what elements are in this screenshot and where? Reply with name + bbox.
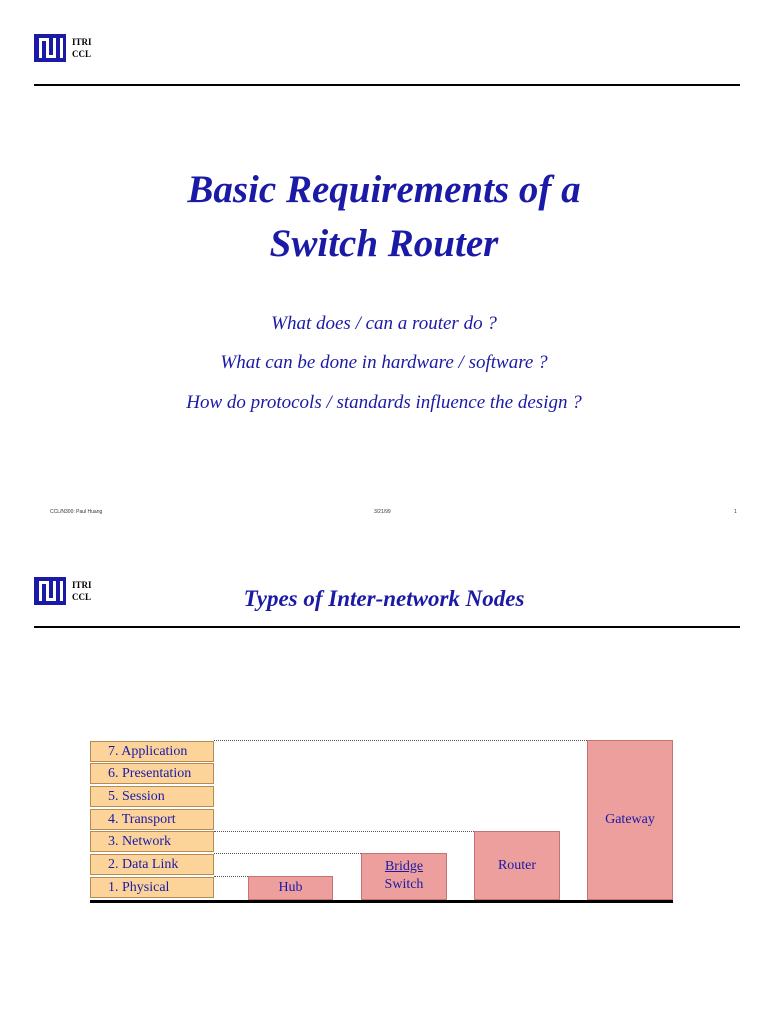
header-rule <box>34 626 740 628</box>
layer-network: 3. Network <box>90 831 214 852</box>
bridge-switch-node <box>361 853 447 900</box>
dotted-line-application <box>214 740 587 741</box>
layer-data-link: 2. Data Link <box>90 854 214 875</box>
question-3: How do protocols / standards influence the design ? <box>186 392 582 413</box>
org-line-1: ITRI <box>72 580 92 590</box>
hub-node: Hub <box>248 876 333 900</box>
gateway-node: Gateway <box>587 740 673 900</box>
slide-title-line-2: Switch Router <box>269 222 499 265</box>
layer-transport: 4. Transport <box>90 809 214 830</box>
question-2: What can be done in hardware / software ? <box>220 352 548 373</box>
bridge-label: Bridge <box>384 859 424 874</box>
header-rule <box>34 84 740 86</box>
slide-title-line-1: Basic Requirements of a <box>187 168 581 211</box>
layer-application: 7. Application <box>90 741 214 762</box>
question-1: What does / can a router do ? <box>271 313 497 334</box>
footer-page-number: 1 <box>734 509 737 515</box>
layer-physical: 1. Physical <box>90 877 214 898</box>
layer-presentation: 6. Presentation <box>90 763 214 784</box>
dotted-line-network <box>214 831 474 832</box>
layer-session: 5. Session <box>90 786 214 807</box>
footer-author: CCL/N300: Paul Huang <box>50 509 103 515</box>
diagram-baseline <box>90 900 673 903</box>
dotted-line-data-link <box>214 853 361 854</box>
org-label <box>72 36 92 60</box>
router-node: Router <box>474 831 560 900</box>
slide-title: Types of Inter-network Nodes <box>243 586 525 611</box>
dotted-line-physical <box>214 876 248 877</box>
footer-date: 3/21/99 <box>374 509 391 515</box>
org-line-2: CCL <box>72 49 92 59</box>
slide-2 <box>0 540 768 1024</box>
org-line-2: CCL <box>72 592 92 602</box>
itri-logo-icon <box>34 34 66 62</box>
switch-label: Switch <box>384 877 424 892</box>
org-line-1: ITRI <box>72 37 92 47</box>
